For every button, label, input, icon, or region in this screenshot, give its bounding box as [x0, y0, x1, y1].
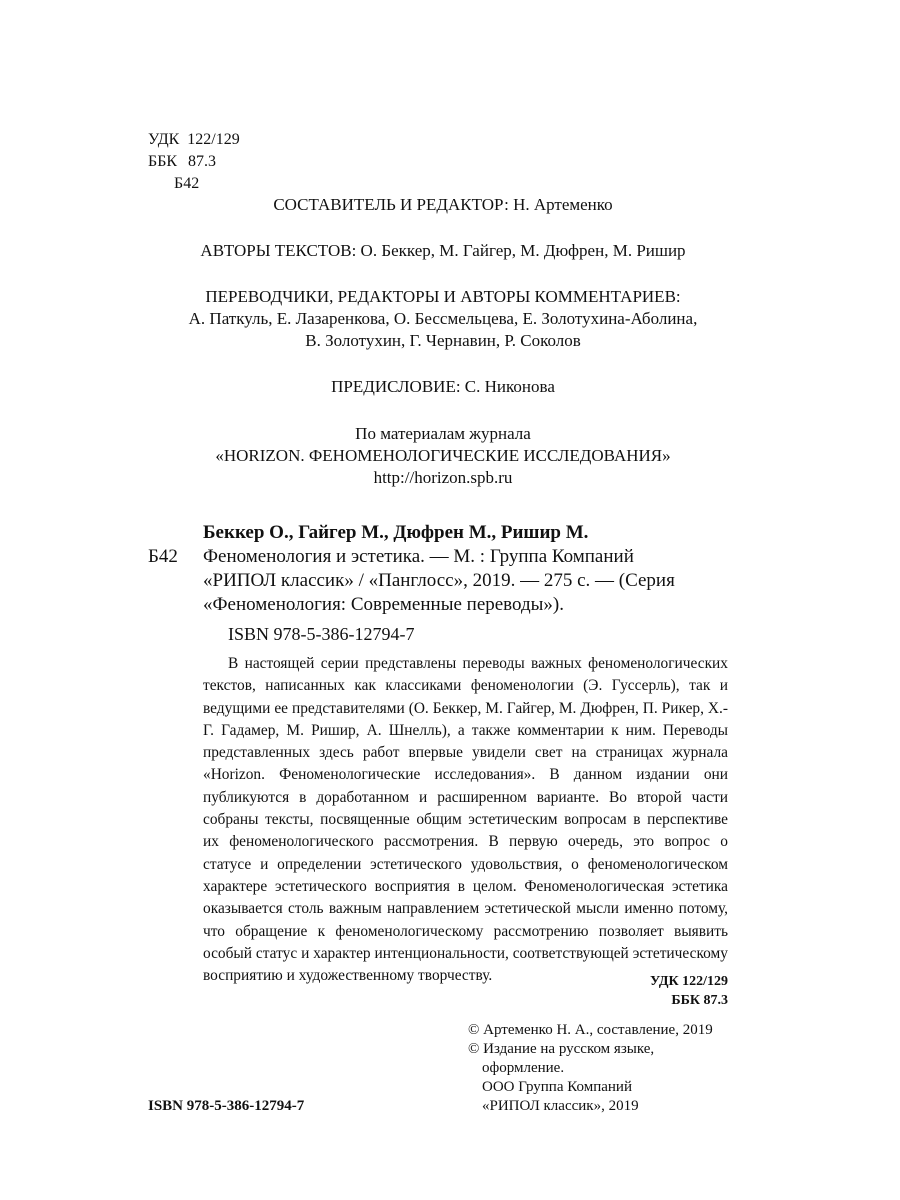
udk-label: УДК [148, 131, 180, 148]
udk-code: УДК 122/129 [649, 974, 728, 989]
abstract-paragraph: В настоящей серии представлены переводы важных феноменологических текстов, написанных как классиками феноменологии (Э. Гуссерль), так и ведущими ее представителями (О. Беккер, М. Гайгер, М. Дюфрен, П. Рикер, Х.-Г. Гадамер, М. Ришир, А. Шнелль), а также комментарии к ним. Переводы представленных здесь работ впервые увидели свет на страницах журнала «Horizon. Феноменологические исследования». В данном издании они публикуются в доработанном и расширенном варианте. Во второй части собраны тексты, посвященные общим эстетическим вопросам в перспективе их феноменологического рассмотрения. В первую очередь, это вопрос о статусе и определении эстетического удовольствия, о феноменологическом характере эстетического восприятия в целом. Феноменологическая эстетика оказывается столь важным направлением эстетической мысли именно потому, что обращение к феноменологическому рассмотрению позволяет выявить особый статус и характер интенциональности, соответствующей эстетическому восприятию и художественному творчеству. [203, 655, 728, 985]
compiler-credit: СОСТАВИТЕЛЬ И РЕДАКТОР: Н. Артеменко [273, 195, 613, 214]
isbn: ISBN 978-5-386-12794-7 [228, 624, 415, 644]
biblio-authors: Беккер О., Гайгер М., Дюфрен М., Ришир М. [203, 522, 589, 543]
journal-url: http://horizon.spb.ru [373, 468, 513, 487]
copyright-line: © Артеменко Н. А., составление, 2019 [468, 1022, 713, 1038]
biblio-line: «Феноменология: Современные переводы»). [203, 594, 564, 615]
translators-line: В. Золотухин, Г. Чернавин, Р. Соколов [305, 331, 581, 350]
journal-title: «HORIZON. ФЕНОМЕНОЛОГИЧЕСКИЕ ИССЛЕДОВАНИЯ» [215, 446, 671, 465]
bbk-code: ББК 87.3 [671, 993, 728, 1008]
bbk-value: 87.3 [188, 153, 217, 170]
preface-credit: ПРЕДИСЛОВИЕ: С. Никонова [331, 377, 555, 396]
biblio-author-mark: Б42 [148, 546, 178, 567]
classification-codes-block [148, 129, 348, 195]
bbk-label: ББК [148, 153, 178, 170]
bbk-line [148, 151, 348, 173]
udk-line [148, 129, 348, 151]
copyright-line: «РИПОЛ классик», 2019 [482, 1098, 639, 1114]
copyright-line: оформление. [482, 1060, 565, 1076]
copyright-block [468, 1021, 738, 1116]
translators-heading: ПЕРЕВОДЧИКИ, РЕДАКТОРЫ И АВТОРЫ КОММЕНТАРИЕВ: [205, 287, 681, 306]
author-mark: Б42 [174, 175, 200, 192]
copyright-line: ООО Группа Компаний [482, 1079, 632, 1095]
biblio-line: «РИПОЛ классик» / «Панглосс», 2019. — 275 с. — (Серия [203, 570, 675, 591]
translators-line: А. Паткуль, Е. Лазаренкова, О. Бессмельцева, Е. Золотухина-Аболина, [188, 309, 698, 328]
classification-right [600, 972, 728, 1010]
translators-credit [148, 286, 738, 352]
copyright-line: © Издание на русском языке, [468, 1041, 655, 1057]
source-note [148, 423, 738, 489]
authors-credit: АВТОРЫ ТЕКСТОВ: О. Беккер, М. Гайгер, М. Дюфрен, М. Ришир [200, 241, 686, 260]
biblio-line: Феноменология и эстетика. — М. : Группа Компаний [203, 546, 634, 567]
footer-isbn: ISBN 978-5-386-12794-7 [148, 1098, 305, 1114]
source-intro: По материалам журнала [355, 424, 531, 443]
udk-value: 122/129 [187, 131, 240, 148]
biblio-description [203, 545, 728, 617]
